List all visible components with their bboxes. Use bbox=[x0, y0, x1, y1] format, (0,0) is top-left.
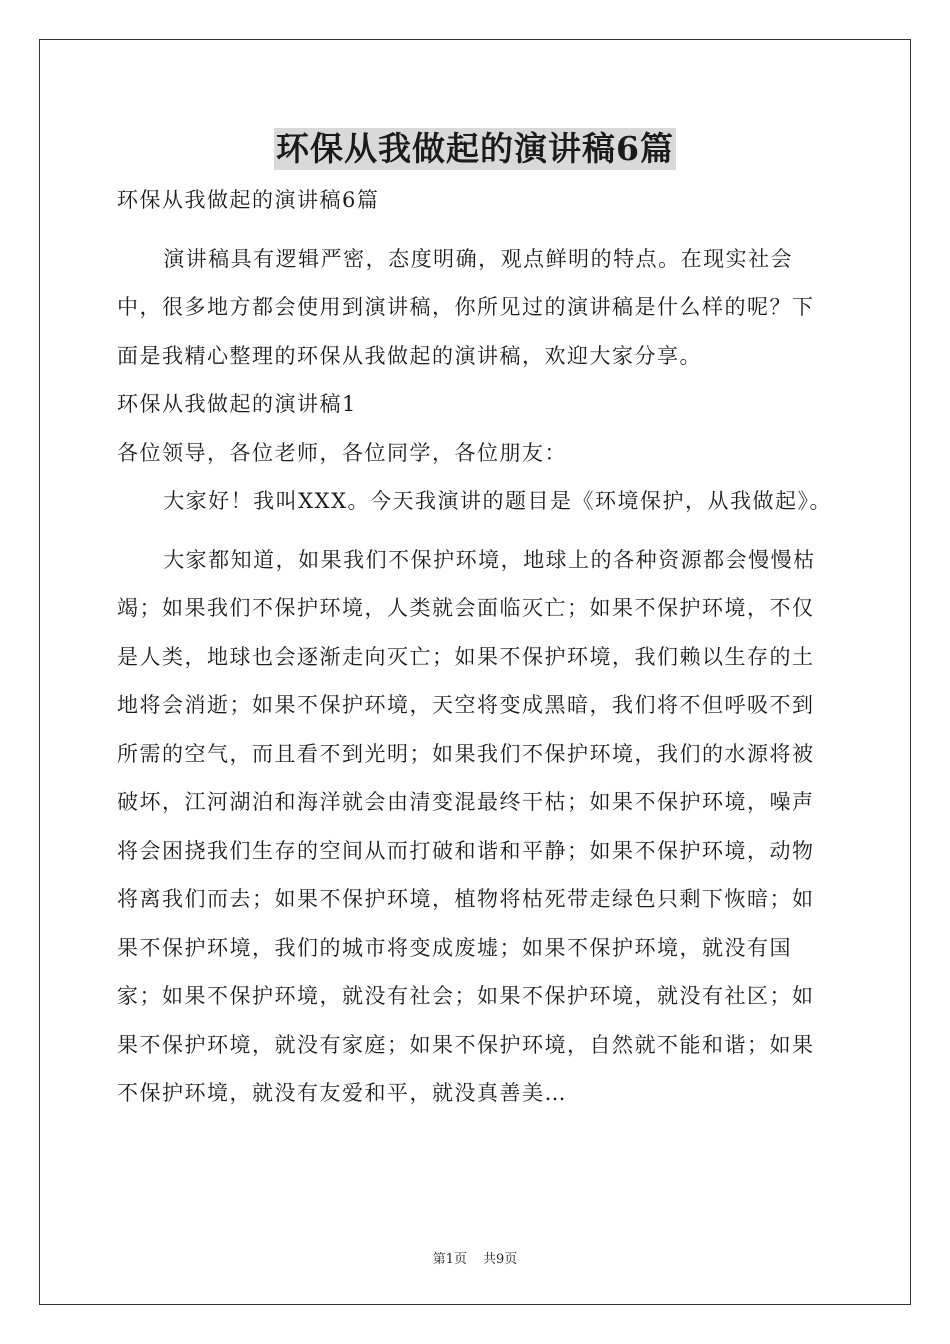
page-total: 共9页 bbox=[483, 1252, 518, 1267]
document-subtitle: 环保从我做起的演讲稿6篇 bbox=[117, 188, 380, 212]
document-title: 环保从我做起的演讲稿6篇 bbox=[276, 129, 674, 168]
salutation: 各位领导，各位老师，各位同学，各位朋友： bbox=[117, 440, 567, 465]
body-paragraph-2: 大家都知道，如果我们不保护环境，地球上的各种资源都会慢慢枯竭；如果我们不保护环境，人类就会面临灭亡；如果不保护环境，不仅是人类，地球也会逐渐走向灭亡；如果不保护环境，我们赖以生存的土地将会消逝；如果不保护环境，天空将变成黑暗，我们将不但呼吸不到所需的空气，而且看不到光明；如果我们不保护环境，我们的水源将被破坏，江河湖泊和海洋就会由清变混最终干枯；如果不保护环境，噪声将会困挠我们生存的空间从而打破和谐和平静；如果不保护环境，动物将离我们而去；如果不保护环境，植物将枯死带走绿色只剩下恢暗；如果不保护环境，我们的城市将变成废墟；如果不保护环境，就没有国家；如果不保护环境，就没有社会；如果不保护环境，就没有社区；如果不保护环境，就没有家庭；如果不保护环境，自然就不能和谐；如果不保护环境，就没有友爱和平，就没真善美… bbox=[117, 547, 816, 1105]
page-number: 第1页 bbox=[432, 1252, 467, 1267]
page-footer bbox=[0, 1248, 950, 1267]
document-body bbox=[117, 176, 833, 1118]
body-paragraph-1: 大家好！我叫XXX。今天我演讲的题目是《环境保护，从我做起》。 bbox=[163, 489, 833, 513]
section-heading: 环保从我做起的演讲稿1 bbox=[117, 392, 357, 416]
title-wrap bbox=[0, 128, 950, 170]
intro-paragraph: 演讲稿具有逻辑严密，态度明确，观点鲜明的特点。在现实社会中，很多地方都会使用到演讲稿，你所见过的演讲稿是什么样的呢？下面是我精心整理的环保从我做起的演讲稿，欢迎大家分享。 bbox=[117, 246, 815, 368]
